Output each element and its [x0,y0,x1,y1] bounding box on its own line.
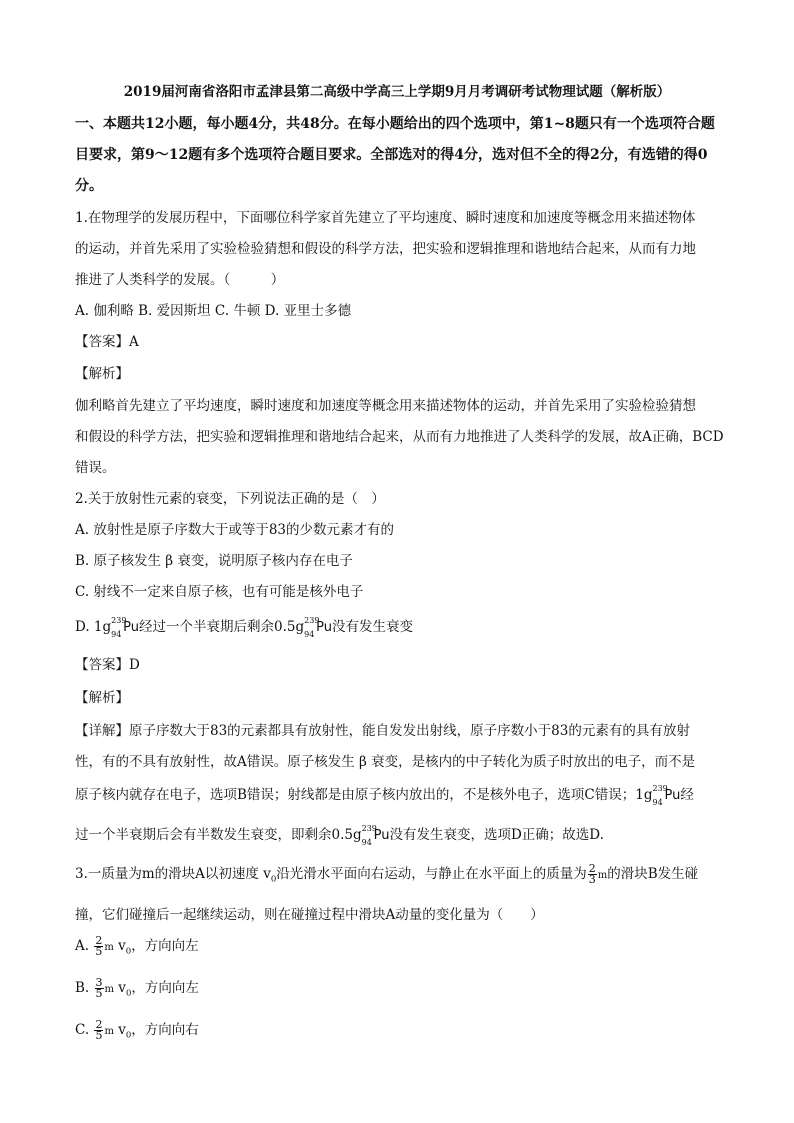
q3-stem-line-1: 3.一质量为m的滑块A以初速度 $v_0$沿光滑水平面向右运动，与静止在水平面上的质量为 $\frac{2}{3}$ m的滑块B发生碰 [75,862,699,886]
q2-explanation-line-2: 性，有的不具有放射性，故A错误。原子核发生 β 衰变，是核内的中子转化为质子时放出的电子，而不是 [75,754,696,770]
q1-answer: 【答案】A [75,334,139,350]
q1-explanation-line-1: 伽利略首先建立了平均速度，瞬时速度和加速度等概念用来描述物体的运动，并首先采用了实验检验猜想 [75,398,696,414]
q2-stem: 2.关于放射性元素的衰变，下列说法正确的是（ ） [75,491,385,507]
q3-option-a: A. $\frac{2}{5}$ m $v_0$，方向向左 [75,934,199,958]
q1-options: A. 伽利略 B. 爱因斯坦 C. 牛顿 D. 亚里士多德 [75,303,352,319]
nuclide-symbol: 239 94 [111,615,127,639]
q2-option-c: C. 射线不一定来自原子核，也有可能是核外电子 [75,584,364,600]
nuclide-symbol: 239 94 [361,823,377,847]
q2-explanation-line-1: 【详解】原子序数大于83的元素都具有放射性，能自发发出射线，原子序数小于83的元素有的具有放射 [75,723,690,739]
q1-stem-line-1: 1.在物理学的发展历程中，下面哪位科学家首先建立了平均速度、瞬时速度和加速度等概念用来描述物体 [75,210,696,226]
q2-option-a: A. 放射性是原子序数大于或等于83的少数元素才有的 [75,522,395,538]
document-title: 2019届河南省洛阳市孟津县第二高级中学高三上学期9月月考调研考试物理试题（解析版） [123,84,671,100]
q2-option-d: D. 1g 239 94 Pu经过一个半衰期后剩余0.5g 239 94 Pu没有发生衰变 [75,615,413,639]
q2-explanation-line-4: 过一个半衰期后会有半数发生衰变，即剩余0.5g 239 94 Pu没有发生衰变，选项D正确；故选D. [75,823,604,847]
q2-explanation-line-3: 原子核内就存在电子，选项B错误；射线都是由原子核内放出的，不是核外电子，选项C错误；1g 239 94 Pu经 [75,783,694,807]
q1-stem-line-2: 的运动，并首先采用了实验检验猜想和假设的科学方法，把实验和逻辑推理和谐地结合起来，从而有力地 [75,241,696,257]
fraction: $\frac{2}{3}$ [588,862,596,886]
section-instructions-line-1: 一、本题共12小题，每小题4分，共48分。在每小题给出的四个选项中，第1~8题只有一个选项符合题 [75,116,715,132]
fraction: $\frac{2}{5}$ [95,934,103,958]
section-instructions-line-3: 分。 [75,178,103,194]
section-instructions-line-2: 目要求，第9～12题有多个选项符合题目要求。全部选对的得4分，选对但不全的得2分，有选错的得0 [75,147,708,163]
q1-stem-line-3: 推进了人类科学的发展。（ ） [75,272,285,288]
q1-analysis-label: 【解析】 [75,366,129,382]
q2-answer: 【答案】D [75,657,140,673]
fraction: $\frac{3}{5}$ [95,976,103,1000]
q3-option-c: C. $\frac{2}{5}$ m $v_0$，方向向右 [75,1018,199,1042]
q2-analysis-label: 【解析】 [75,690,129,706]
fraction: $\frac{2}{5}$ [95,1018,103,1042]
q3-stem-line-2: 撞，它们碰撞后一起继续运动，则在碰撞过程中滑块A动量的变化量为（ ） [75,907,544,923]
q1-explanation-line-3: 错误。 [75,460,116,476]
q1-explanation-line-2: 和假设的科学方法，把实验和逻辑推理和谐地结合起来，从而有力地推进了人类科学的发展，故A正确，BCD [75,429,724,445]
q3-option-b: B. $\frac{3}{5}$ m $v_0$，方向向左 [75,976,199,1000]
nuclide-symbol: 239 94 [304,615,320,639]
nuclide-symbol: 239 94 [652,783,668,807]
q2-option-b: B. 原子核发生 β 衰变，说明原子核内存在电子 [75,553,353,569]
